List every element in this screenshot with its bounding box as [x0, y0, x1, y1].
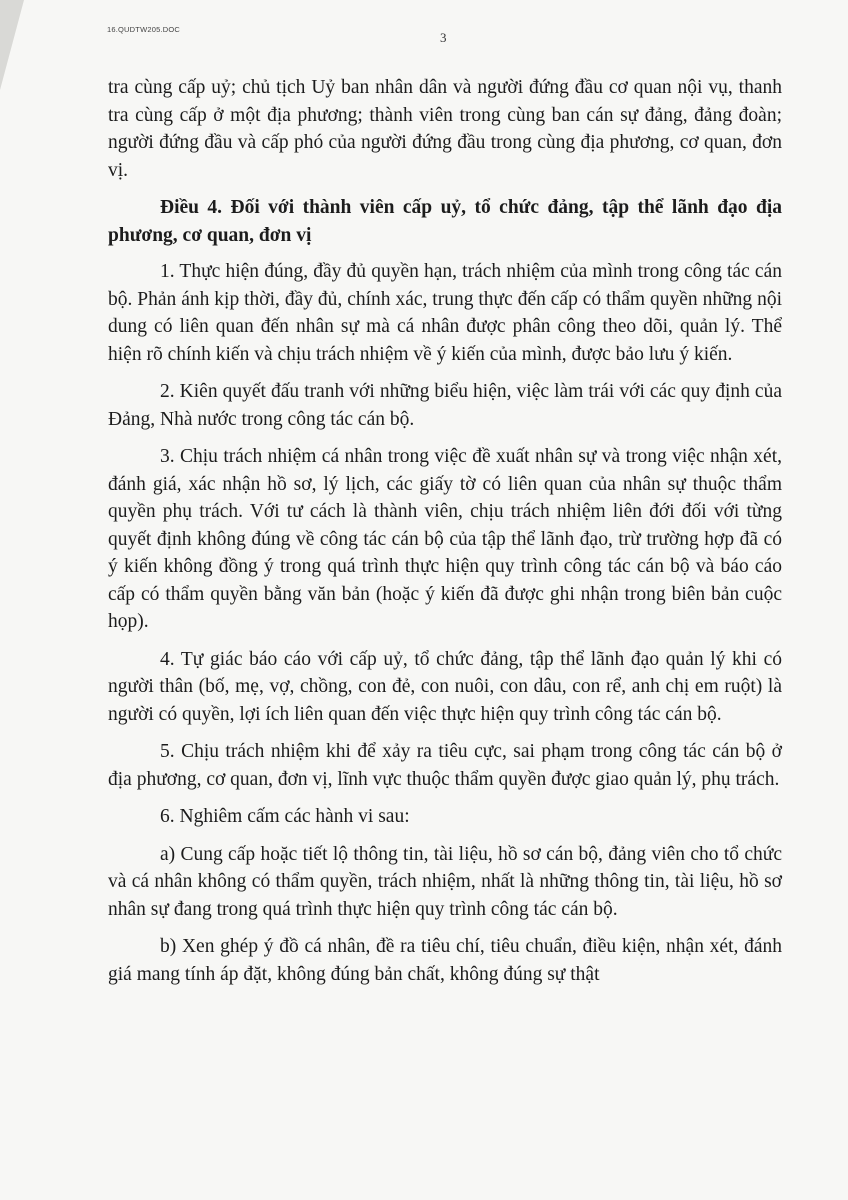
document-body — [108, 74, 782, 998]
clause-6a: a) Cung cấp hoặc tiết lộ thông tin, tài liệu, hồ sơ cán bộ, đảng viên cho tổ chức và cá nhân không có thẩm quyền, trách nhiệm, nhất là những thông tin, tài liệu, hồ sơ nhân sự đang trong quá trình thực hiện quy trình công tác cán bộ. — [108, 843, 782, 920]
clause-5: 5. Chịu trách nhiệm khi để xảy ra tiêu cực, sai phạm trong công tác cán bộ ở địa phương, cơ quan, đơn vị, lĩnh vực thuộc thẩm quyền được giao quản lý, phụ trách. — [108, 741, 782, 790]
clause-3: 3. Chịu trách nhiệm cá nhân trong việc đề xuất nhân sự và trong việc nhận xét, đánh giá, xác nhận hồ sơ, lý lịch, các giấy tờ có liên quan của nhân sự thuộc thẩm quyền phụ trách. Với tư cách là thành viên, chịu trách nhiệm liên đới đối với từng quyết định không đúng về công tác cán bộ của tập thể lãnh đạo, trừ trường hợp đã có ý kiến không đồng ý trong quá trình thực hiện quy trình công tác cán bộ và báo cáo cấp có thẩm quyền bằng văn bản (hoặc ý kiến đã được ghi nhận trong biên bản cuộc họp). — [108, 446, 782, 632]
clause-4: 4. Tự giác báo cáo với cấp uỷ, tổ chức đảng, tập thể lãnh đạo quản lý khi có người thân (bố, mẹ, vợ, chồng, con đẻ, con nuôi, con dâu, con rể, anh chị em ruột) là người có quyền, lợi ích liên quan đến việc thực hiện quy trình công tác cán bộ. — [108, 648, 782, 725]
scan-corner-shadow — [0, 0, 24, 90]
article-heading: Điều 4. Đối với thành viên cấp uỷ, tổ chức đảng, tập thể lãnh đạo địa phương, cơ quan, đơn vị — [108, 197, 782, 246]
clause-1: 1. Thực hiện đúng, đầy đủ quyền hạn, trách nhiệm của mình trong công tác cán bộ. Phản ánh kịp thời, đầy đủ, chính xác, trung thực đến cấp có thẩm quyền những nội dung có liên quan đến nhân sự mà cá nhân được phân công theo dõi, quản lý. Thể hiện rõ chính kiến và chịu trách nhiệm về ý kiến của mình, được bảo lưu ý kiến. — [108, 261, 782, 365]
clause-6: 6. Nghiêm cấm các hành vi sau: — [160, 806, 410, 827]
file-label: 16.QUDTW205.DOC — [107, 25, 181, 34]
clause-2: 2. Kiên quyết đấu tranh với những biểu hiện, việc làm trái với các quy định của Đảng, Nhà nước trong công tác cán bộ. — [108, 381, 782, 430]
clause-6b: b) Xen ghép ý đồ cá nhân, đề ra tiêu chí, tiêu chuẩn, điều kiện, nhận xét, đánh giá mang tính áp đặt, không đúng bản chất, không đúng sự thật — [108, 936, 782, 985]
page-number: 3 — [440, 30, 447, 45]
intro-paragraph: tra cùng cấp uỷ; chủ tịch Uỷ ban nhân dân và người đứng đầu cơ quan nội vụ, thanh tra cùng cấp ở một địa phương; thành viên trong cùng ban cán sự đảng, đảng đoàn; người đứng đầu và cấp phó của người đứng đầu trong cùng địa phương, cơ quan, đơn vị. — [108, 77, 782, 181]
